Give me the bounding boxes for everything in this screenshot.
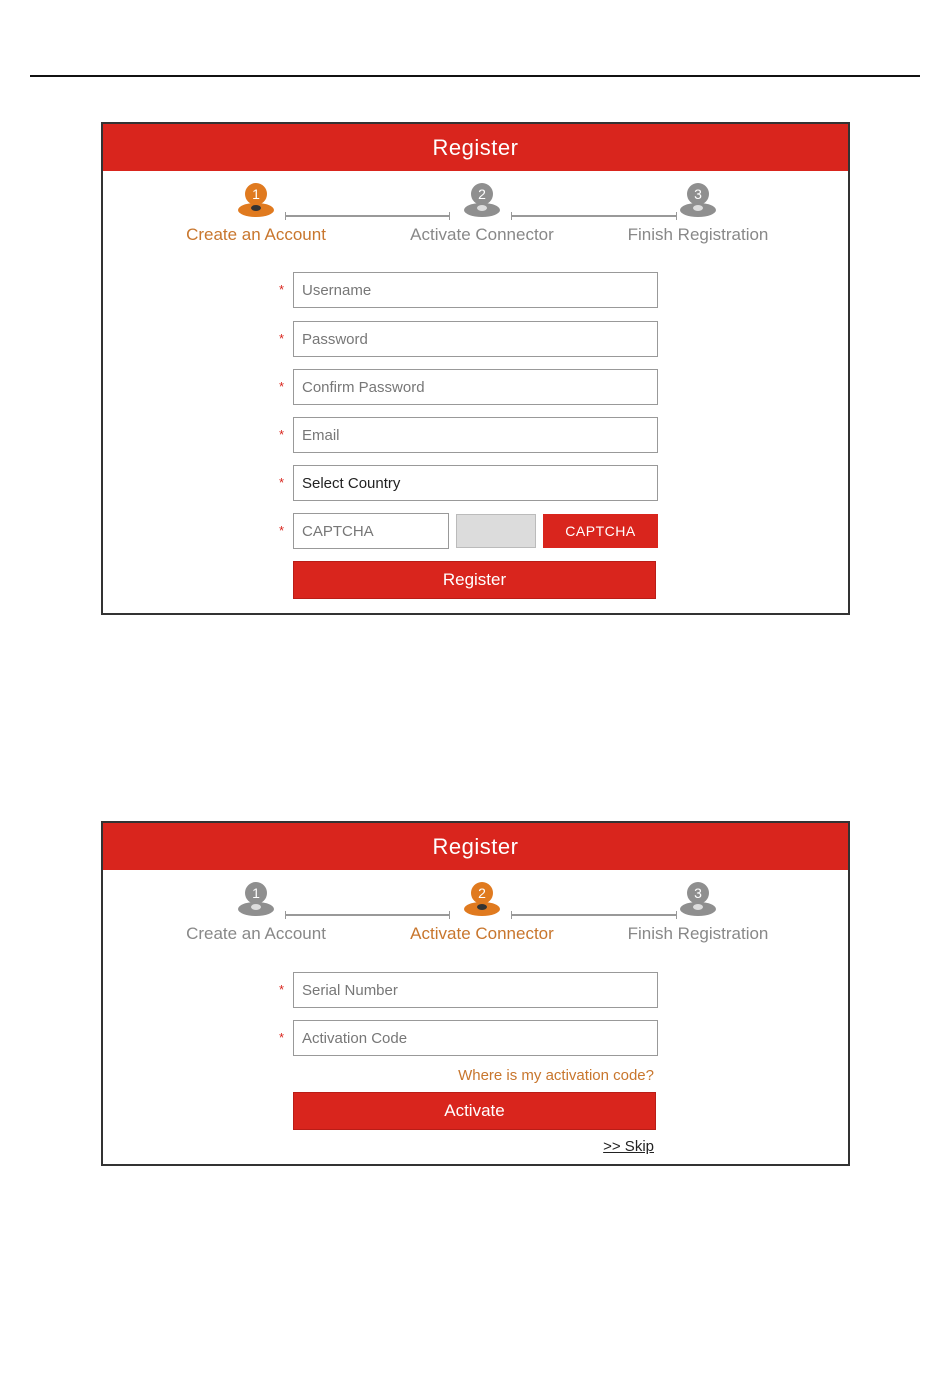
required-mark: *: [279, 982, 285, 997]
step-label: Activate Connector: [410, 225, 554, 244]
captcha-image: [456, 514, 536, 548]
progress-steps: [103, 171, 848, 261]
location-pin-icon: 3: [680, 183, 716, 223]
step-label: Create an Account: [186, 924, 326, 943]
required-mark: *: [279, 523, 285, 538]
step-label: Finish Registration: [627, 225, 769, 244]
register-button[interactable]: Register: [293, 561, 656, 599]
activation-code-help-link[interactable]: Where is my activation code?: [458, 1067, 654, 1084]
country-select[interactable]: Select Country: [293, 465, 658, 501]
required-mark: *: [279, 379, 285, 394]
required-mark: *: [279, 427, 285, 442]
location-pin-icon: 1: [238, 882, 274, 922]
step-activate-connector: [377, 882, 587, 944]
confirm-password-input[interactable]: [293, 369, 658, 405]
step-create-account: [151, 183, 361, 245]
location-pin-icon: 1: [238, 183, 274, 223]
password-input[interactable]: [293, 321, 658, 357]
email-input[interactable]: [293, 417, 658, 453]
register-panel-activate-connector: [101, 821, 850, 1166]
activate-button[interactable]: Activate: [293, 1092, 656, 1130]
step-label: Activate Connector: [410, 924, 554, 943]
step-finish-registration: [593, 882, 803, 944]
captcha-button[interactable]: CAPTCHA: [543, 514, 658, 548]
progress-steps: [103, 870, 848, 960]
step-finish-registration: [593, 183, 803, 245]
required-mark: *: [279, 331, 285, 346]
serial-number-input[interactable]: [293, 972, 658, 1008]
top-rule: [30, 75, 920, 77]
step-label: Create an Account: [186, 225, 326, 244]
panel-header: Register: [103, 124, 848, 171]
required-mark: *: [279, 475, 285, 490]
panel-header: Register: [103, 823, 848, 870]
activation-code-input[interactable]: [293, 1020, 658, 1056]
step-create-account: [151, 882, 361, 944]
location-pin-icon: 2: [464, 183, 500, 223]
location-pin-icon: 3: [680, 882, 716, 922]
required-mark: *: [279, 1030, 285, 1045]
step-activate-connector: [377, 183, 587, 245]
register-panel-create-account: [101, 122, 850, 615]
username-input[interactable]: [293, 272, 658, 308]
captcha-input[interactable]: [293, 513, 449, 549]
required-mark: *: [279, 282, 285, 297]
skip-link[interactable]: >> Skip: [603, 1138, 654, 1155]
location-pin-icon: 2: [464, 882, 500, 922]
step-label: Finish Registration: [627, 924, 769, 943]
